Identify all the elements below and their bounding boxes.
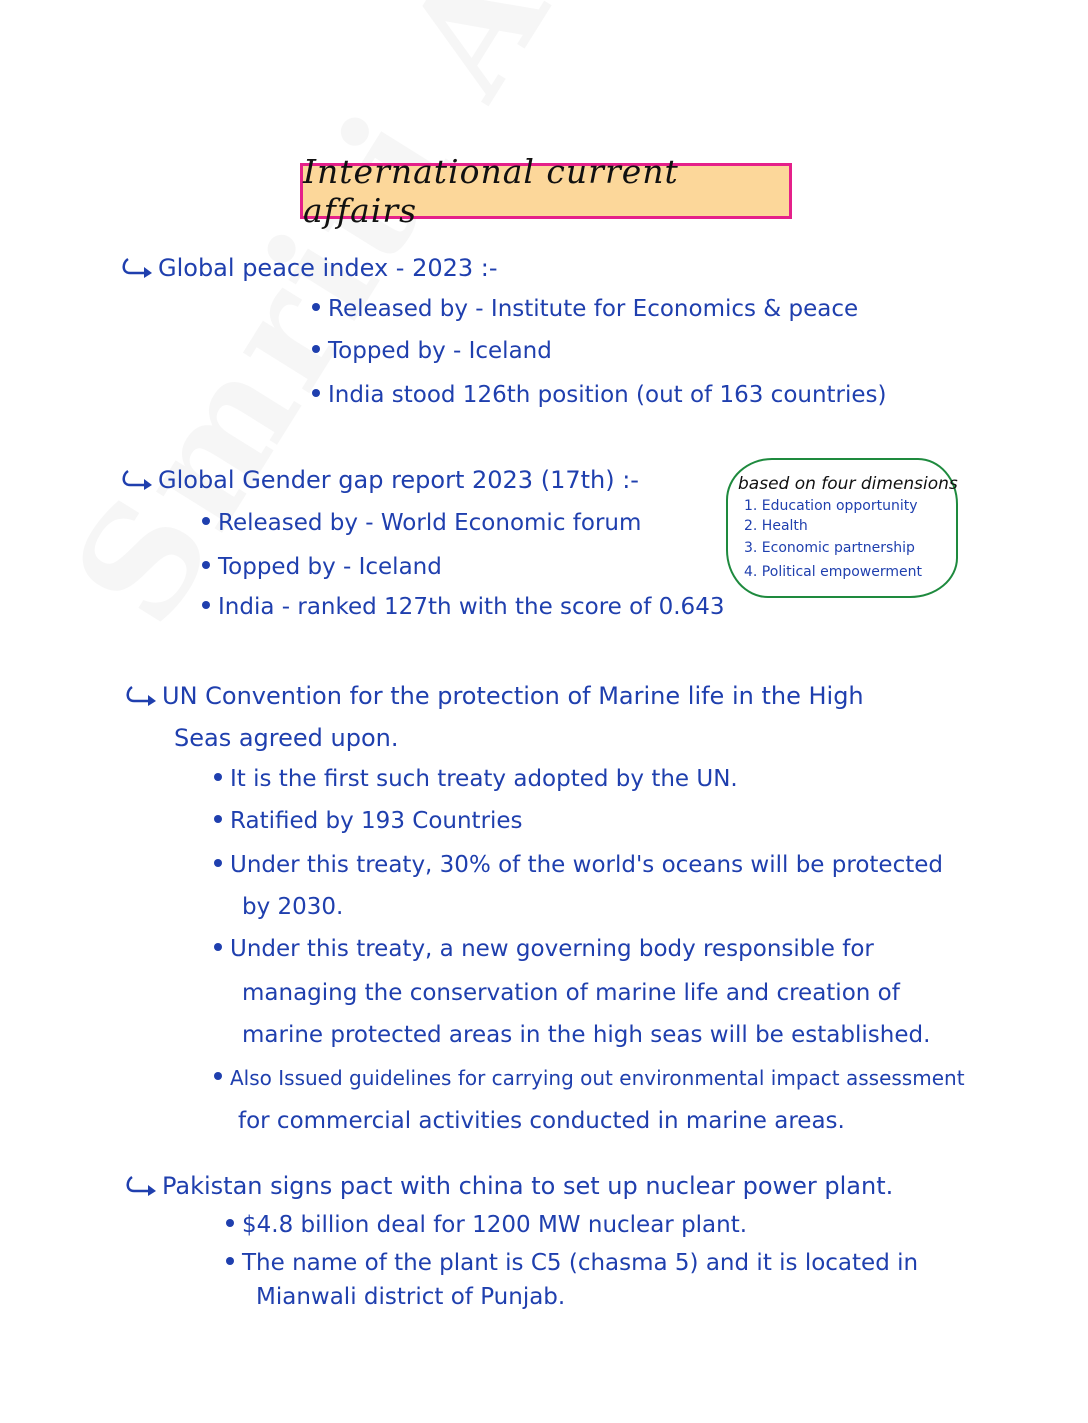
- curved-arrow-icon: [120, 257, 154, 279]
- callout-item: 4. Political empowerment: [744, 564, 922, 580]
- heading-text: Global peace index - 2023 :-: [158, 254, 498, 282]
- list-item-continuation: Mianwali district of Punjab.: [256, 1284, 566, 1310]
- list-item: Topped by - Iceland: [202, 554, 442, 580]
- heading-text: Seas agreed upon.: [174, 724, 399, 752]
- section-heading: [124, 1172, 893, 1200]
- list-item: $4.8 billion deal for 1200 MW nuclear plant.: [226, 1212, 747, 1238]
- callout-item: 1. Education opportunity: [744, 498, 918, 514]
- curved-arrow-icon: [120, 469, 154, 491]
- list-item-continuation: marine protected areas in the high seas will be established.: [242, 1022, 931, 1048]
- heading-text: UN Convention for the protection of Marine life in the High: [162, 682, 864, 710]
- list-item: Topped by - Iceland: [312, 338, 552, 364]
- list-item: It is the first such treaty adopted by the UN.: [214, 766, 738, 792]
- curved-arrow-icon: [124, 685, 158, 707]
- section-heading: [120, 254, 498, 282]
- section-heading: [124, 682, 864, 710]
- list-item-continuation: managing the conservation of marine life and creation of: [242, 980, 900, 1006]
- page-title: International current affairs: [300, 163, 792, 219]
- list-item: Ratified by 193 Countries: [214, 808, 523, 834]
- list-item-continuation: for commercial activities conducted in marine areas.: [238, 1108, 845, 1134]
- callout-item: 2. Health: [744, 518, 808, 534]
- list-item: India - ranked 127th with the score of 0.643: [202, 594, 724, 620]
- heading-text: Global Gender gap report 2023 (17th) :-: [158, 466, 639, 494]
- list-item: Also Issued guidelines for carrying out environmental impact assessment: [214, 1066, 965, 1090]
- callout-title: based on four dimensions: [738, 474, 958, 494]
- curved-arrow-icon: [124, 1175, 158, 1197]
- list-item: India stood 126th position (out of 163 countries): [312, 382, 887, 408]
- list-item: Released by - Institute for Economics & peace: [312, 296, 858, 322]
- list-item: The name of the plant is C5 (chasma 5) and it is located in: [226, 1250, 918, 1276]
- list-item: Released by - World Economic forum: [202, 510, 641, 536]
- callout-item: 3. Economic partnership: [744, 540, 915, 556]
- list-item: Under this treaty, 30% of the world's oceans will be protected: [214, 852, 943, 878]
- heading-text: Pakistan signs pact with china to set up nuclear power plant.: [162, 1172, 894, 1200]
- list-item-continuation: by 2030.: [242, 894, 344, 920]
- section-heading: [120, 466, 639, 494]
- list-item: Under this treaty, a new governing body responsible for: [214, 936, 874, 962]
